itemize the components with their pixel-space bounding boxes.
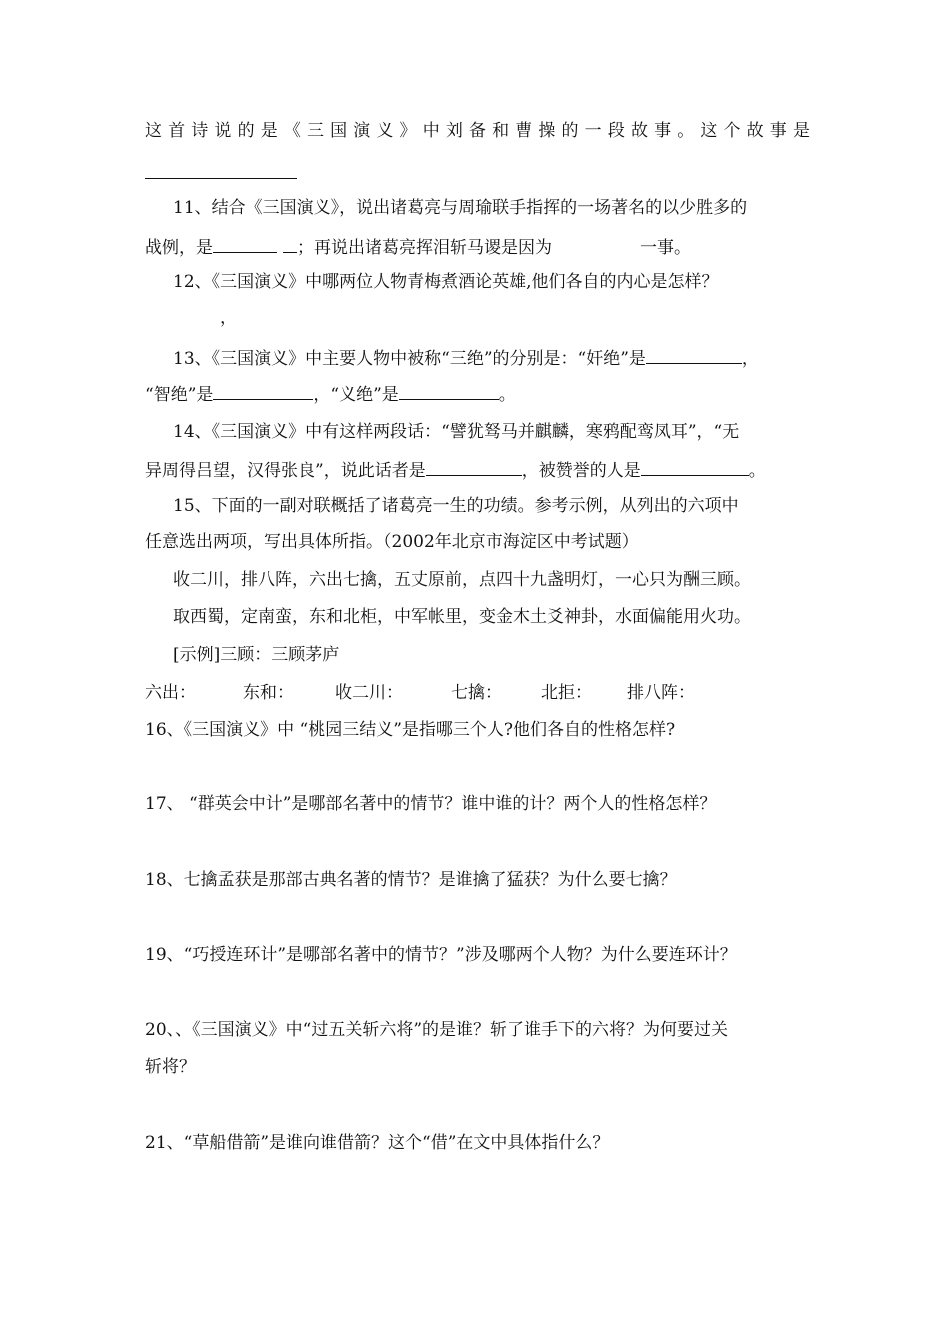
intro-char: 。 bbox=[677, 121, 695, 141]
question-12-line-1: 12、《三国演义》中哪两位人物青梅煮酒论英雄,他们各自的内心是怎样？ bbox=[173, 272, 719, 292]
question-14-text-c: 。 bbox=[748, 461, 766, 481]
example-line: [示例]三顾：三顾茅庐 bbox=[173, 645, 340, 665]
intro-char: 义 bbox=[376, 121, 394, 141]
intro-char: 是 bbox=[260, 121, 278, 141]
intro-char: 国 bbox=[330, 121, 348, 141]
question-14-text-b: ，被赞誉的人是 bbox=[521, 461, 641, 481]
question-16: 16、《三国演义》中 “桃园三结义”是指哪三个人?他们各自的性格怎样? bbox=[145, 720, 676, 740]
label-qi-qin: 七擒： bbox=[451, 683, 502, 703]
intro-char: 事 bbox=[769, 121, 787, 141]
question-18: 18、七擒孟获是那部古典名著的情节？是谁擒了猛获？为什么要七擒？ bbox=[145, 870, 677, 890]
question-21: 21、“草船借箭”是谁向谁借箭？这个“借”在文中具体指什么？ bbox=[145, 1133, 610, 1153]
label-liu-chu: 六出： bbox=[145, 683, 196, 703]
intro-char: 》 bbox=[399, 121, 417, 141]
intro-char: 中 bbox=[422, 121, 440, 141]
intro-line bbox=[145, 119, 810, 143]
answer-blank bbox=[213, 234, 277, 253]
question-17: 17、 “群英会中计”是哪部名著中的情节？谁中谁的计？两个人的性格怎样？ bbox=[145, 794, 717, 814]
answer-blank bbox=[646, 345, 742, 364]
intro-char: 《 bbox=[283, 121, 301, 141]
question-11-text-b: ；再说出诸葛亮挥泪斩马谡是因为 bbox=[297, 238, 552, 258]
question-15-line-1: 15、下面的一副对联概括了诸葛亮一生的功绩。参考示例，从列出的六项中 bbox=[173, 496, 739, 516]
couplet-line-2: 取西蜀，定南蛮，东和北柜，中军帐里，变金木土爻神卦，水面偏能用火功。 bbox=[173, 607, 751, 627]
answer-blank-line bbox=[145, 178, 297, 179]
question-12-line-2: ， bbox=[220, 308, 237, 328]
question-13-line-2 bbox=[145, 381, 810, 407]
question-13-text-d: ，“义绝”是 bbox=[313, 385, 399, 405]
intro-char: 这 bbox=[700, 121, 718, 141]
intro-char: 事 bbox=[654, 121, 672, 141]
question-13-text-c: “智绝”是 bbox=[145, 385, 214, 405]
intro-char: 诗 bbox=[191, 121, 209, 141]
question-14-text-a: 异周得吕望，汉得张良”，说此话者是 bbox=[145, 461, 426, 481]
question-14-line-2 bbox=[145, 457, 810, 483]
intro-char: 故 bbox=[746, 121, 764, 141]
question-13-text-e: 。 bbox=[498, 385, 516, 405]
label-bei-ju: 北拒： bbox=[541, 683, 592, 703]
question-20-line-2: 斩将？ bbox=[145, 1057, 196, 1077]
label-dong-he: 东和： bbox=[243, 683, 294, 703]
answer-blank bbox=[399, 381, 499, 400]
intro-char: 操 bbox=[538, 121, 556, 141]
answer-blank bbox=[426, 457, 522, 476]
intro-char: 说 bbox=[214, 121, 232, 141]
intro-char: 首 bbox=[168, 121, 186, 141]
label-pai-ba-zhen: 排八阵： bbox=[627, 683, 695, 703]
intro-char: 故 bbox=[630, 121, 648, 141]
intro-char: 和 bbox=[492, 121, 510, 141]
question-11-text-c: 一事。 bbox=[640, 238, 691, 258]
answer-blank bbox=[213, 381, 313, 400]
intro-char: 的 bbox=[561, 121, 579, 141]
intro-char: 的 bbox=[237, 121, 255, 141]
question-20-line-1: 20、、《三国演义》中“过五关斩六将”的是谁？斩了谁手下的六将？为何要过关 bbox=[145, 1020, 729, 1040]
label-shou-er-chuan: 收二川： bbox=[335, 683, 403, 703]
intro-char: 一 bbox=[584, 121, 602, 141]
intro-char: 是 bbox=[792, 121, 810, 141]
question-13-line-1 bbox=[173, 345, 810, 371]
intro-char: 演 bbox=[353, 121, 371, 141]
question-19: 19、“巧授连环计”是哪部名著中的情节？”涉及哪两个人物？为什么要连环计？ bbox=[145, 945, 737, 965]
intro-char: 段 bbox=[607, 121, 625, 141]
intro-char: 个 bbox=[723, 121, 741, 141]
answer-blank bbox=[283, 234, 297, 253]
question-15-line-2: 任意选出两项，写出具体所指。（2002年北京市海淀区中考试题） bbox=[145, 532, 639, 552]
question-11-line-1: 11、结合《三国演义》，说出诸葛亮与周瑜联手指挥的一场著名的以少胜多的 bbox=[173, 198, 748, 218]
question-11-line-2 bbox=[145, 234, 810, 260]
answer-labels-row bbox=[145, 681, 810, 705]
couplet-line-1: 收二川，排八阵，六出七擒，五丈原前，点四十九盏明灯，一心只为酬三顾。 bbox=[173, 570, 751, 590]
intro-char: 这 bbox=[145, 121, 162, 141]
question-13-text-b: ， bbox=[741, 349, 759, 369]
answer-blank bbox=[641, 457, 749, 476]
question-11-text-a: 战例，是 bbox=[145, 238, 213, 258]
intro-char: 三 bbox=[306, 121, 324, 141]
question-14-line-1: 14、《三国演义》中有这样两段话：“譬犹驽马并麒麟，寒鸦配鸾凤耳”，“无 bbox=[173, 422, 740, 442]
question-13-text-a: 13、《三国演义》中主要人物中被称“三绝”的分别是：“奸绝”是 bbox=[173, 349, 646, 369]
intro-char: 曹 bbox=[515, 121, 533, 141]
intro-char: 刘 bbox=[445, 121, 463, 141]
intro-char: 备 bbox=[468, 121, 486, 141]
